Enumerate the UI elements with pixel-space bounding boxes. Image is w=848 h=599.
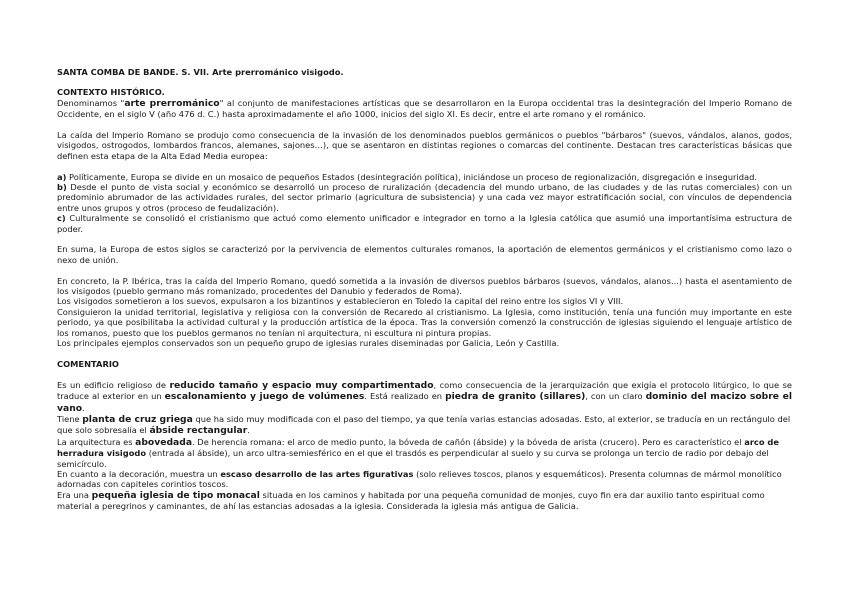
list-item-b: b) Desde el punto de vista social y económico se desarrolló un proceso de ruralización (decadencia del mundo urbano, de las ciudades y de las rutas comerciales) con un predominio abrumador de las actividades rurales, del sector primario (agricultura de subsistencia) y una cada vez mayor estratificación social, con vínculos de dependencia entre unos grupos y otros (proceso de feudalización).	[57, 182, 792, 213]
paragraph-invasions: La caída del Imperio Romano se produjo como consecuencia de la invasión de los denominados pueblos germánicos o pueblos "bárbaros" (suevos, vándalos, alanos, godos, visigodos, ostrogodos, lombardos francos, alemanes, sajones…), que se asentaron en distintas regiones o comarcas del continente. Destacan tres características básicas que definen esta etapa de la Alta Edad Media europea:	[57, 130, 792, 161]
paragraph-architecture: La arquitectura es abovedada. De herencia romana: el arco de medio punto, la bóveda de cañón (ábside) y la bóveda de arista (crucero). Pero es característico el arco de herradura visigodo (entrada al ábside), un arco ultra-semiesférico en el que el trasdós es perpendicular al suelo y su curva se prolonga un tercio de radio por debajo del semicírculo.	[57, 436, 779, 469]
paragraph-definition: Denominamos "arte prerrománico" al conjunto de manifestaciones artísticas que se desarrollaron en la Europa occidental tras la desintegración del Imperio Romano de Occidente, en el siglo V (año 476 d. C.) hasta aproximadamente el año 1000, inicios del siglo XI. Es decir, entre el arte romano y el románico.	[57, 97, 792, 120]
list-item-c: c) Culturalmente se consolidó el cristianismo que actuó como elemento unificador e integrador en torno a la Iglesia católica que asumió una importantísima estructura de poder.	[57, 213, 792, 234]
paragraph-iberia: En concreto, la P. Ibérica, tras la caída del Imperio Romano, quedó sometida a la invasión de diversos pueblos bárbaros (suevos, vándalos, alanos...) hasta el asentamiento de los visigodos (pueblo germano más romanizado, procedentes del Danubio y federados de Roma).	[57, 275, 792, 297]
paragraph-monastic: Era una pequeña iglesia de tipo monacal situada en los caminos y habitada por una pequeña comunidad de monjes, cuyo fin era dar auxilio tanto espiritual como material a peregrinos y caminantes, de ahí las estancias adosadas a la iglesia. Considerada la iglesia más antigua de Galicia.	[57, 489, 765, 512]
section-heading-contexto: CONTEXTO HISTÓRICO.	[57, 87, 165, 98]
section-heading-comentario: COMENTARIO	[57, 358, 119, 369]
paragraph-summary: En suma, la Europa de estos siglos se caracterizó por la pervivencia de elementos culturales romanos, la aportación de elementos germánicos y el cristianismo como lazo o nexo de unión.	[57, 244, 792, 265]
list-item-a: a) Políticamente, Europa se divide en un mosaico de pequeños Estados (desintegración política), iniciándose un proceso de regionalización, disgregación e inseguridad.	[57, 171, 757, 182]
document-body	[57, 67, 792, 512]
paragraph-unity: Consiguieron la unidad territorial, legislativa y religiosa con la conversión de Recaredo al cristianismo. La Iglesia, como institución, tenía una función muy importante en este periodo, ya que posibilitaba la actividad cultural y la producción artística de la época. Tras la conversión comenzó la construcción de iglesias siguiendo el lenguaje artístico de los romanos, puesto que los pueblos germanos no tenían ni arquitectura, ni escultura ni pintura propias.	[57, 306, 792, 338]
document-title: SANTA COMBA DE BANDE. S. VII. Arte prerrománico visigodo.	[57, 67, 344, 77]
paragraph-examples: Los principales ejemplos conservados son un pequeño grupo de iglesias rurales diseminadas por Galicia, León y Castilla.	[57, 338, 560, 349]
paragraph-plan: Tiene planta de cruz griega que ha sido muy modificada con el paso del tiempo, ya que tenía varias estancias adosadas. Esto, al exterior, se traducía en un rectángulo del que solo sobresalía el ábside rectangular.	[57, 413, 791, 437]
paragraph-decoration: En cuanto a la decoración, muestra un escaso desarrollo de las artes figurativas (solo relieves toscos, planos y esquemáticos). Presenta columnas de mármol monolítico adornadas con capiteles corintios toscos.	[57, 468, 782, 490]
paragraph-visigoths: Los visigodos sometieron a los suevos, expulsaron a los bizantinos y establecieron en Toledo la capital del reino entre los siglos VI y VIII.	[57, 296, 624, 307]
paragraph-building: Es un edificio religioso de reducido tamaño y espacio muy compartimentado, como consecuencia de la jerarquización que exigía el protocolo litúrgico, lo que se traduce al exterior en un escalonamiento y juego de volúmenes. Está realizado en piedra de granito (sillares), con un claro dominio del macizo sobre el vano.	[57, 379, 792, 414]
